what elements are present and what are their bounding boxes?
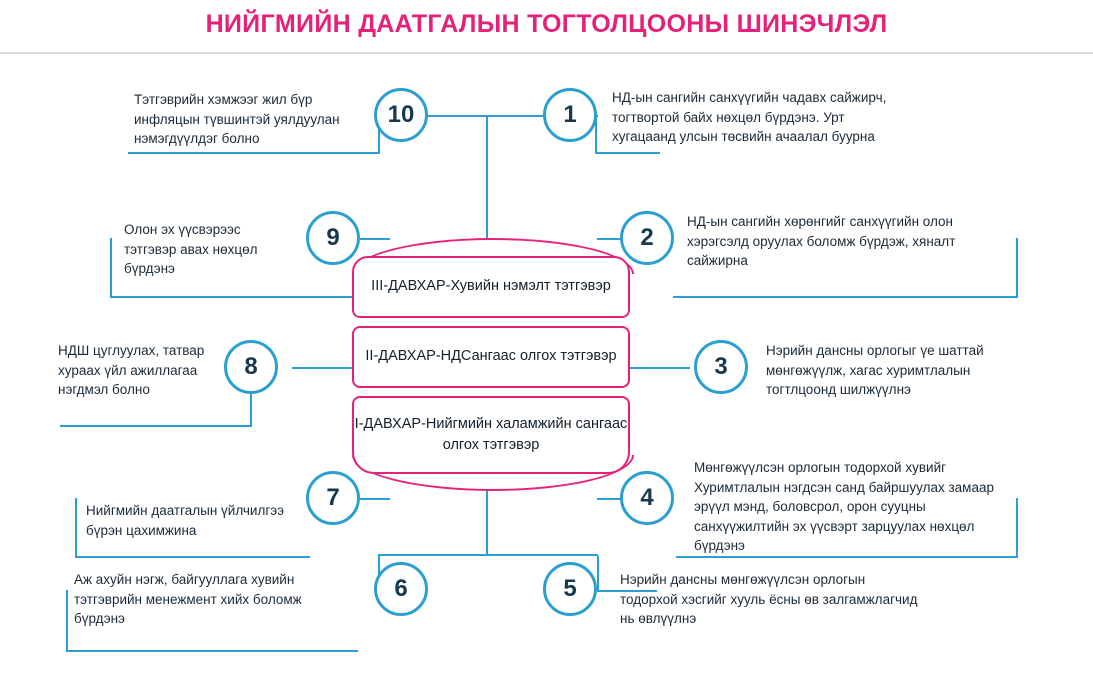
node-circle-1[interactable]: 1 (543, 88, 597, 142)
node-text-7: Нийгмийн даатгалын үйлчилгээ бүрэн цахимжина (86, 503, 285, 538)
node-circle-6[interactable]: 6 (374, 562, 428, 616)
connector-9-out (110, 296, 362, 298)
node-text-8: НДШ цуглуулах, татвар хураах үйл ажиллагаа нэгдмэл болно (58, 343, 205, 398)
node-text-5: Нэрийн дансны мөнгөжүүлсэн орлогын тодорхой хэсгийг хууль ёсны өв залгамжлагчид нь өвлүүлнэ (620, 572, 918, 627)
node-text-6: Аж ахуйн нэгж, байгууллага хувийн тэтгэврийн менежмент хийх боломж бүрдэнэ (74, 572, 302, 627)
connector-6-v2 (66, 590, 68, 650)
connector-2-out (673, 296, 1018, 298)
connector-1-h (597, 152, 660, 154)
connector-8-out (60, 425, 252, 427)
title-divider (0, 52, 1093, 54)
connector-7-v (75, 498, 77, 556)
node-text-9: Олон эх үүсвэрээс тэтгэвэр авах нөхцөл бүрдэнэ (124, 222, 258, 277)
page-title: НИЙГМИЙН ДААТГАЛЫН ТОГТОЛЦООНЫ ШИНЭЧЛЭЛ (205, 10, 888, 38)
layer-i: I-ДАВХАР-Нийгмийн халамжийн сангаас олгох тэтгэвэр (352, 396, 630, 474)
connector-5-v (597, 556, 599, 592)
connector-10-lower (128, 152, 378, 154)
node-circle-2[interactable]: 2 (620, 211, 674, 265)
node-circle-7[interactable]: 7 (306, 471, 360, 525)
connector-5-stub (486, 554, 598, 556)
node-circle-3[interactable]: 3 (694, 340, 748, 394)
connector-4-v (1016, 498, 1018, 556)
node-text-2: НД-ын сангийн хөрөнгийг санхүүгийн олон хэрэгсэлд оруулах боломж бүрдэж, хяналт сайжирна (687, 214, 956, 269)
node-circle-4[interactable]: 4 (620, 471, 674, 525)
connector-7-stub (360, 498, 390, 500)
connector-3-h (630, 367, 690, 369)
node-circle-10[interactable]: 10 (374, 88, 428, 142)
node-circle-5[interactable]: 5 (543, 562, 597, 616)
connector-9-v (110, 238, 112, 296)
node-text-3: Нэрийн дансны орлогыг үе шаттай мөнгөжүүлж, хагас хуримтлалын тогтлцоонд шилжүүлнэ (766, 343, 984, 398)
node-text-1: НД-ын сангийн санхүүгийн чадавх сайжирч, тогтвортой байх нөхцөл бүрдэнэ. Урт хугацаанд улсын төсвийн ачаалал буурна (612, 90, 887, 145)
layer-ii: II-ДАВХАР-НДСангаас олгох тэтгэвэр (352, 326, 630, 388)
connector-4-out (676, 556, 1018, 558)
node-circle-9[interactable]: 9 (306, 211, 360, 265)
layer-iii: III-ДАВХАР-Хувийн нэмэлт тэтгэвэр (352, 256, 630, 318)
node-text-10: Тэтгэврийн хэмжээг жил бүр инфляцын түвшинтэй уялдуулан нэмэгдүүлдэг болно (134, 92, 340, 147)
connector-center-top (486, 115, 488, 240)
connector-7-out (75, 556, 310, 558)
connector-6-stub (378, 554, 486, 556)
connector-8-h (292, 367, 352, 369)
node-text-4: Мөнгөжүүлсэн орлогын тодорхой хувийг Хуримтлалын нэгдсэн санд байршуулах замаар эрүүл мэнд, боловсрол, орон сууцны санхүүжилтийн эх үүсвэрт зарцуулах нөхцөл бүрдэнэ (694, 460, 994, 554)
connector-6-h (66, 650, 358, 652)
connector-2-v (1016, 238, 1018, 296)
node-circle-8[interactable]: 8 (224, 340, 278, 394)
connector-9-stub (360, 238, 390, 240)
